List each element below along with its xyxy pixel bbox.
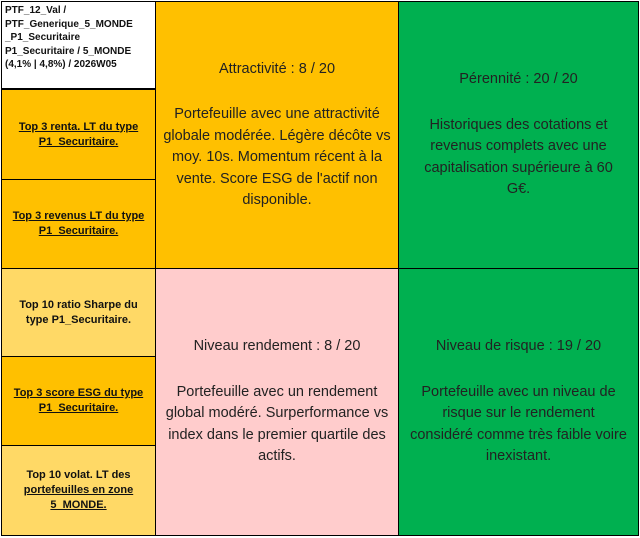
card-title: Pérennité : 20 / 20 xyxy=(459,71,578,88)
left-item-top10-volat xyxy=(1,445,156,536)
left-item-top3-renta xyxy=(1,89,156,180)
card-title: Niveau de risque : 19 / 20 xyxy=(435,338,602,355)
card-title: Niveau rendement : 8 / 20 xyxy=(193,338,361,355)
card-body: Portefeuille avec un rendement global modéré. Surperformance vs index dans le premier quartile des actifs. xyxy=(165,383,389,465)
card-body: Portefeuille avec une attractivité globale modérée. Légère décôte vs moy. 10s. Momentum récent à la vente. Score ESG de l'actif non disponible. xyxy=(163,106,391,208)
card-title: Attractivité : 8 / 20 xyxy=(218,60,336,77)
card-body: Historiques des cotations et revenus complets avec une capitalisation supérieure à 60 G€. xyxy=(424,116,613,198)
card-attractivite xyxy=(155,1,399,269)
left-item-label: Top 10 ratio Sharpe du type P1_Securitaire. xyxy=(19,298,138,326)
left-item-label: Top 3 revenus LT du type P1_Securitaire. xyxy=(12,210,145,237)
card-perennite xyxy=(398,1,639,269)
card-rendement xyxy=(155,268,399,536)
left-item-label-line3: 5_MONDE. xyxy=(50,499,107,511)
left-item-top10-sharpe xyxy=(1,268,156,357)
left-item-label: Top 3 score ESG du type P1_Securitaire. xyxy=(13,387,144,414)
left-item-top3-revenus xyxy=(1,179,156,269)
portfolio-header: PTF_12_Val / PTF_Generique_5_MONDE _P1_Securitaire P1_Securitaire / 5_MONDE (4,1% | 4,8%) / 2026W05 xyxy=(1,1,156,89)
left-item-top3-esg xyxy=(1,356,156,446)
card-risque xyxy=(398,268,639,536)
left-item-label-line1: Top 10 volat. LT des xyxy=(26,469,131,481)
card-body: Portefeuille avec un niveau de risque sur le rendement considéré comme très faible voire inexistant. xyxy=(410,383,627,465)
left-item-label-line2: portefeuilles en zone xyxy=(23,484,134,496)
left-item-label: Top 3 renta. LT du type P1_Securitaire. xyxy=(18,120,139,148)
